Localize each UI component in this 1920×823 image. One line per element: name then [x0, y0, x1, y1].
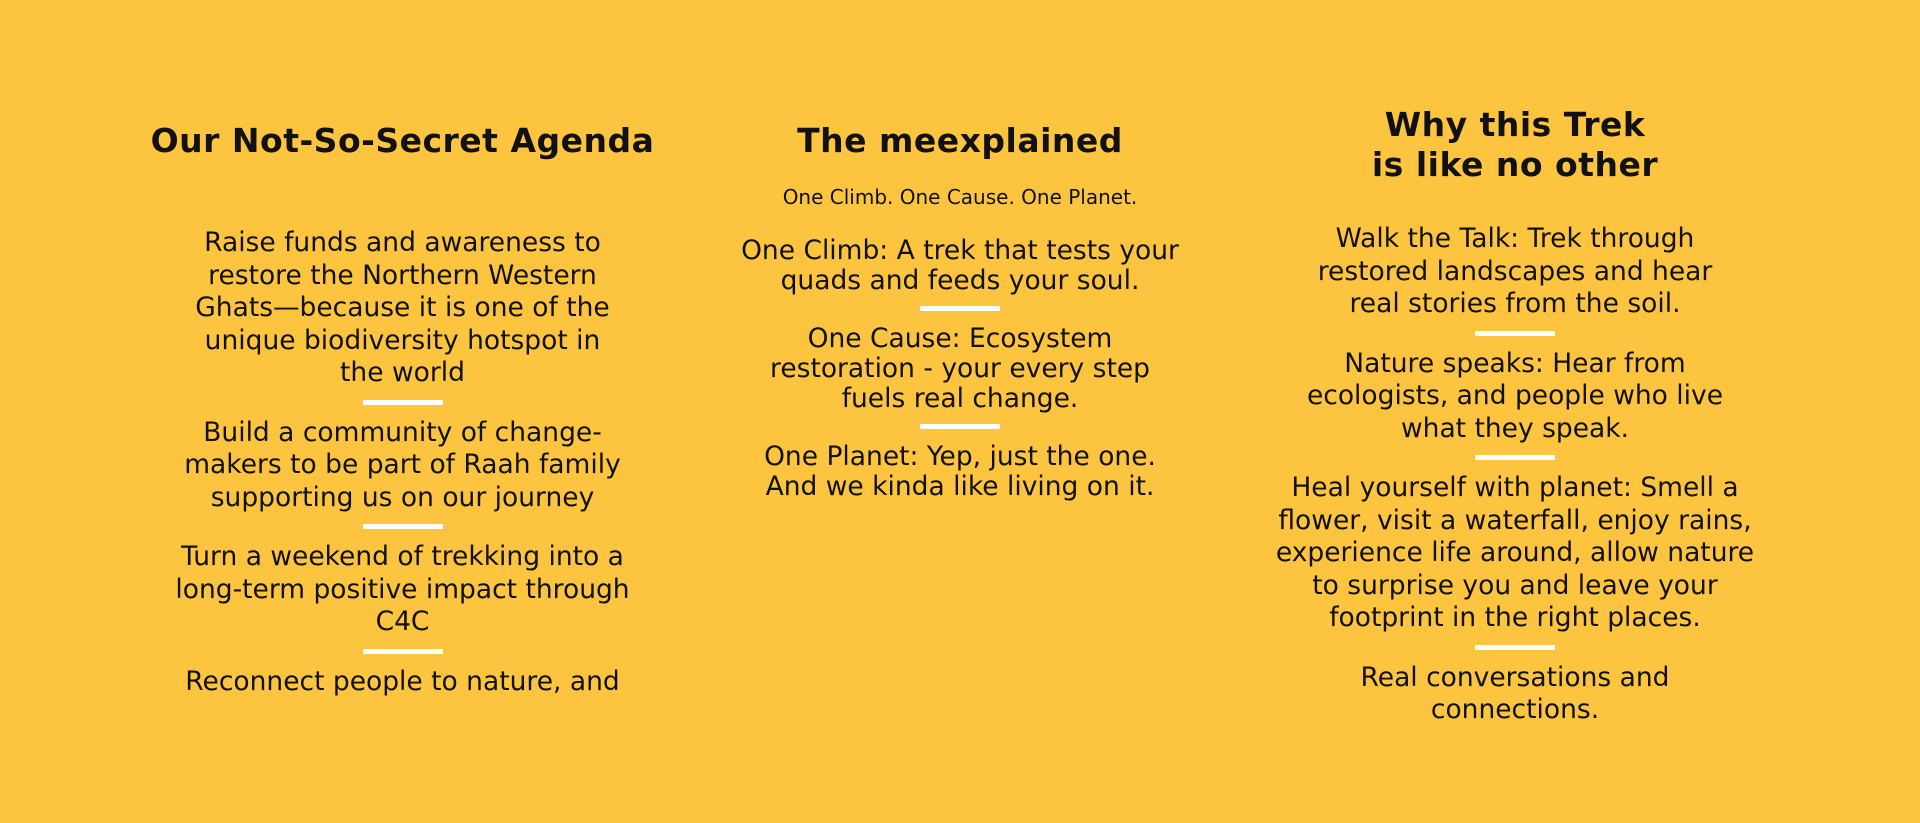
- why-trek-item: Heal yourself with planet: Smell a flower, visit a waterfall, enjoy rains, experience life around, allow nature to surprise you and leave your footprint in the right places.: [1275, 472, 1755, 633]
- why-trek-heading: [1260, 105, 1770, 185]
- explained-heading: The meexplained: [797, 121, 1123, 160]
- explained-item: One Planet: Yep, just the one. And we kinda like living on it.: [764, 441, 1156, 502]
- why-trek-item: Walk the Talk: Trek through restored landscapes and hear real stories from the soil.: [1317, 223, 1713, 319]
- agenda-item: Reconnect people to nature, and: [185, 665, 620, 697]
- why-trek-column: [1260, 0, 1770, 727]
- divider: [920, 306, 1000, 311]
- explained-subtitle: One Climb. One Cause. One Planet.: [782, 185, 1138, 209]
- agenda-column: [140, 0, 665, 698]
- divider: [363, 400, 443, 405]
- explained-list: [710, 236, 1210, 502]
- agenda-heading: Our Not-So-Secret Agenda: [150, 121, 655, 160]
- divider: [1475, 645, 1555, 650]
- divider: [1475, 331, 1555, 336]
- why-trek-list: [1260, 223, 1770, 727]
- why-trek-heading-line2: is like no other: [1371, 145, 1659, 184]
- explained-column: [710, 0, 1210, 502]
- explained-item: One Cause: Ecosystem restoration - your every step fuels real change.: [770, 323, 1150, 414]
- divider: [363, 649, 443, 654]
- agenda-item: Raise funds and awareness to restore the Northern Western Ghats—because it is one of the unique biodiversity hotspot in the world: [195, 227, 610, 388]
- why-trek-heading-line1: Why this Trek: [1384, 105, 1646, 144]
- why-trek-item: Nature speaks: Hear from ecologists, and people who live what they speak.: [1306, 347, 1724, 444]
- why-trek-item: Real conversations and connections.: [1360, 661, 1670, 725]
- agenda-item: Build a community of change-makers to be part of Raah family supporting us on our journey: [184, 416, 621, 513]
- explained-item: One Climb: A trek that tests your quads and feeds your soul.: [741, 235, 1179, 296]
- divider: [363, 524, 443, 529]
- divider: [920, 424, 1000, 429]
- agenda-list: [140, 227, 665, 698]
- divider: [1475, 455, 1555, 460]
- agenda-item: Turn a weekend of trekking into a long-term positive impact through C4C: [175, 541, 630, 637]
